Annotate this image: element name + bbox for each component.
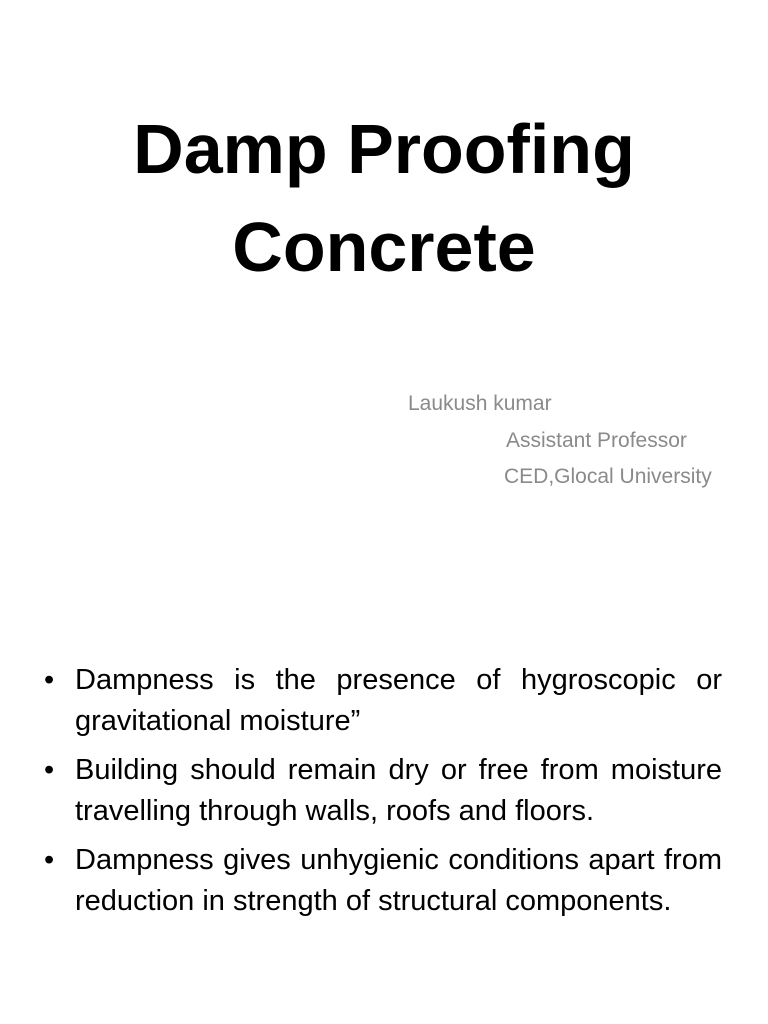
title-line-2: Concrete — [232, 208, 536, 286]
content-slide — [0, 660, 768, 1024]
title-line-1: Damp Proofing — [133, 110, 635, 188]
bullet-text: Dampness is the presence of hygroscopic or gravitational moisture” — [75, 664, 722, 737]
bullet-item — [44, 660, 722, 742]
bullet-dot-icon: • — [44, 754, 55, 786]
author-institution: CED,Glocal University — [504, 465, 712, 488]
bullet-item — [44, 840, 722, 922]
bullet-text: Building should remain dry or free from moisture travelling through walls, roofs and floors. — [75, 754, 722, 827]
bullet-item — [44, 750, 722, 832]
bullet-text: Dampness gives unhygienic conditions apart from reduction in strength of structural components. — [75, 844, 722, 917]
bullet-list — [44, 660, 722, 930]
author-name: Laukush kumar — [408, 392, 552, 415]
bullet-dot-icon: • — [44, 844, 55, 876]
author-role: Assistant Professor — [506, 429, 687, 452]
bullet-dot-icon: • — [44, 664, 55, 696]
slide-title — [0, 100, 768, 296]
